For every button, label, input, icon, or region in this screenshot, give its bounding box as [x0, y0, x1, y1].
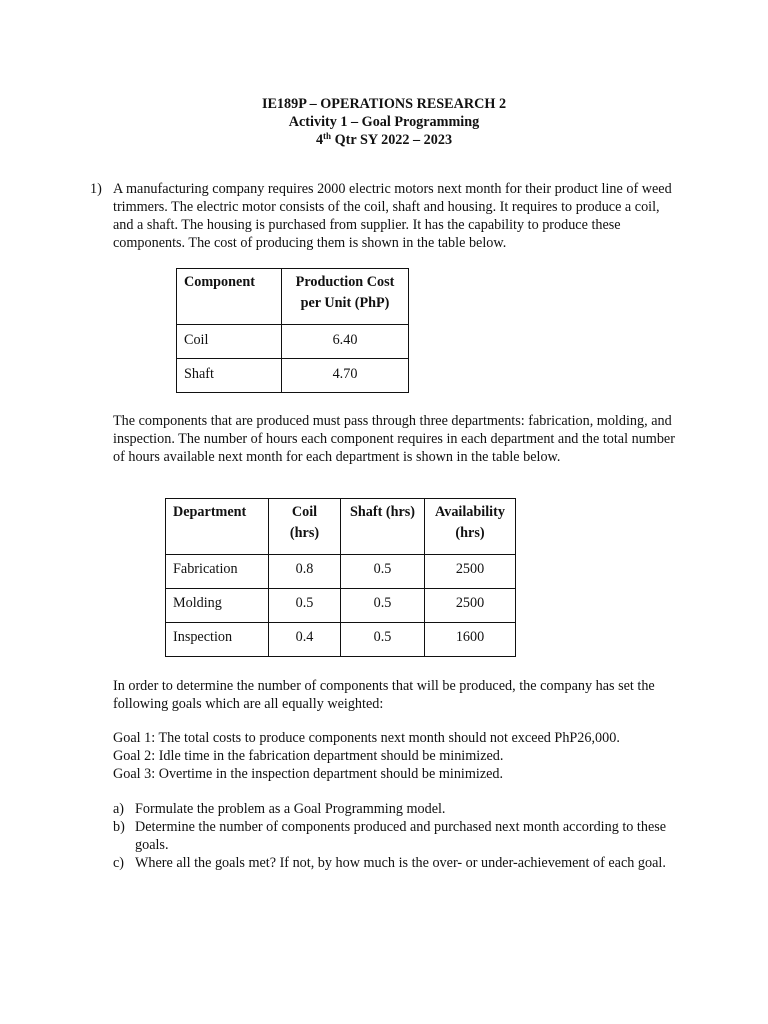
table-cell: 6.40: [282, 325, 409, 359]
subquestion-item: [113, 800, 703, 818]
table-cell: Molding: [166, 589, 269, 623]
table-header-row: [177, 269, 409, 325]
table-row: [166, 555, 516, 589]
quarter-superscript: th: [323, 131, 332, 141]
table-cell: 4.70: [282, 359, 409, 393]
table-header-cell: Coil (hrs): [269, 499, 341, 555]
question-number: 1): [90, 181, 102, 197]
table-header-cell: Production Cost per Unit (PhP): [282, 269, 409, 325]
table-cell: 0.5: [341, 589, 425, 623]
table-cell: 0.8: [269, 555, 341, 589]
table-cell: 1600: [425, 623, 516, 657]
table-header-cell: Department: [166, 499, 269, 555]
table-header-cell: Component: [177, 269, 282, 325]
subquestion-label: a): [113, 801, 125, 817]
table-cell: 2500: [425, 589, 516, 623]
subquestion-text: Where all the goals met? If not, by how much is the over- or under-achievement of each goal.: [135, 855, 666, 871]
table-row: [166, 623, 516, 657]
subquestion-item: [113, 818, 703, 854]
table-cell: 2500: [425, 555, 516, 589]
goal-item: Goal 2: Idle time in the fabrication department should be minimized.: [113, 748, 504, 764]
table-cell: 0.5: [341, 623, 425, 657]
table-cell: 0.5: [269, 589, 341, 623]
table-cell: 0.5: [341, 555, 425, 589]
quarter-line: [0, 131, 768, 149]
table-row: [177, 359, 409, 393]
table-cell: Fabrication: [166, 555, 269, 589]
activity-title: Activity 1 – Goal Programming: [288, 114, 480, 130]
table-header-row: [166, 499, 516, 555]
subquestion-item: [113, 854, 703, 872]
production-cost-table: [176, 268, 409, 393]
subquestion-text: Determine the number of components produced and purchased next month according to these goals.: [135, 819, 667, 853]
table-cell: 0.4: [269, 623, 341, 657]
goal-item: Goal 3: Overtime in the inspection department should be minimized.: [113, 766, 504, 782]
subquestion-list: [113, 800, 703, 872]
quarter-number: 4: [315, 132, 324, 148]
table-row: [166, 589, 516, 623]
table-cell: Shaft: [177, 359, 282, 393]
subquestion-label: b): [113, 819, 125, 835]
goals-list: [113, 729, 683, 783]
table-row: [177, 325, 409, 359]
goals-intro: In order to determine the number of components that will be produced, the company has set the following goals which are all equally weighted:: [113, 678, 655, 712]
table-header-cell: Availability (hrs): [425, 499, 516, 555]
department-hours-table: [165, 498, 516, 657]
subquestion-label: c): [113, 855, 125, 871]
departments-paragraph: The components that are produced must pass through three departments: fabrication, molding, and inspection. The number of hours each component requires in each department and the total number of hours available next month for each department is shown in the table below.: [113, 413, 675, 465]
table-cell: Inspection: [166, 623, 269, 657]
quarter-rest: Qtr SY 2022 – 2023: [331, 132, 453, 148]
table-header-cell: Shaft (hrs): [341, 499, 425, 555]
document-header: [0, 95, 768, 149]
course-title: IE189P – OPERATIONS RESEARCH 2: [261, 96, 507, 112]
question-intro: A manufacturing company requires 2000 electric motors next month for their product line of weed trimmers. The electric motor consists of the coil, shaft and housing. It requires to produce a coil, and a shaft. The housing is purchased from supplier. It has the capability to produce these components. The cost of producing them is shown in the table below.: [113, 181, 672, 251]
goal-item: Goal 1: The total costs to produce components next month should not exceed PhP26,000.: [113, 730, 620, 746]
subquestion-text: Formulate the problem as a Goal Programming model.: [135, 801, 446, 817]
table-cell: Coil: [177, 325, 282, 359]
